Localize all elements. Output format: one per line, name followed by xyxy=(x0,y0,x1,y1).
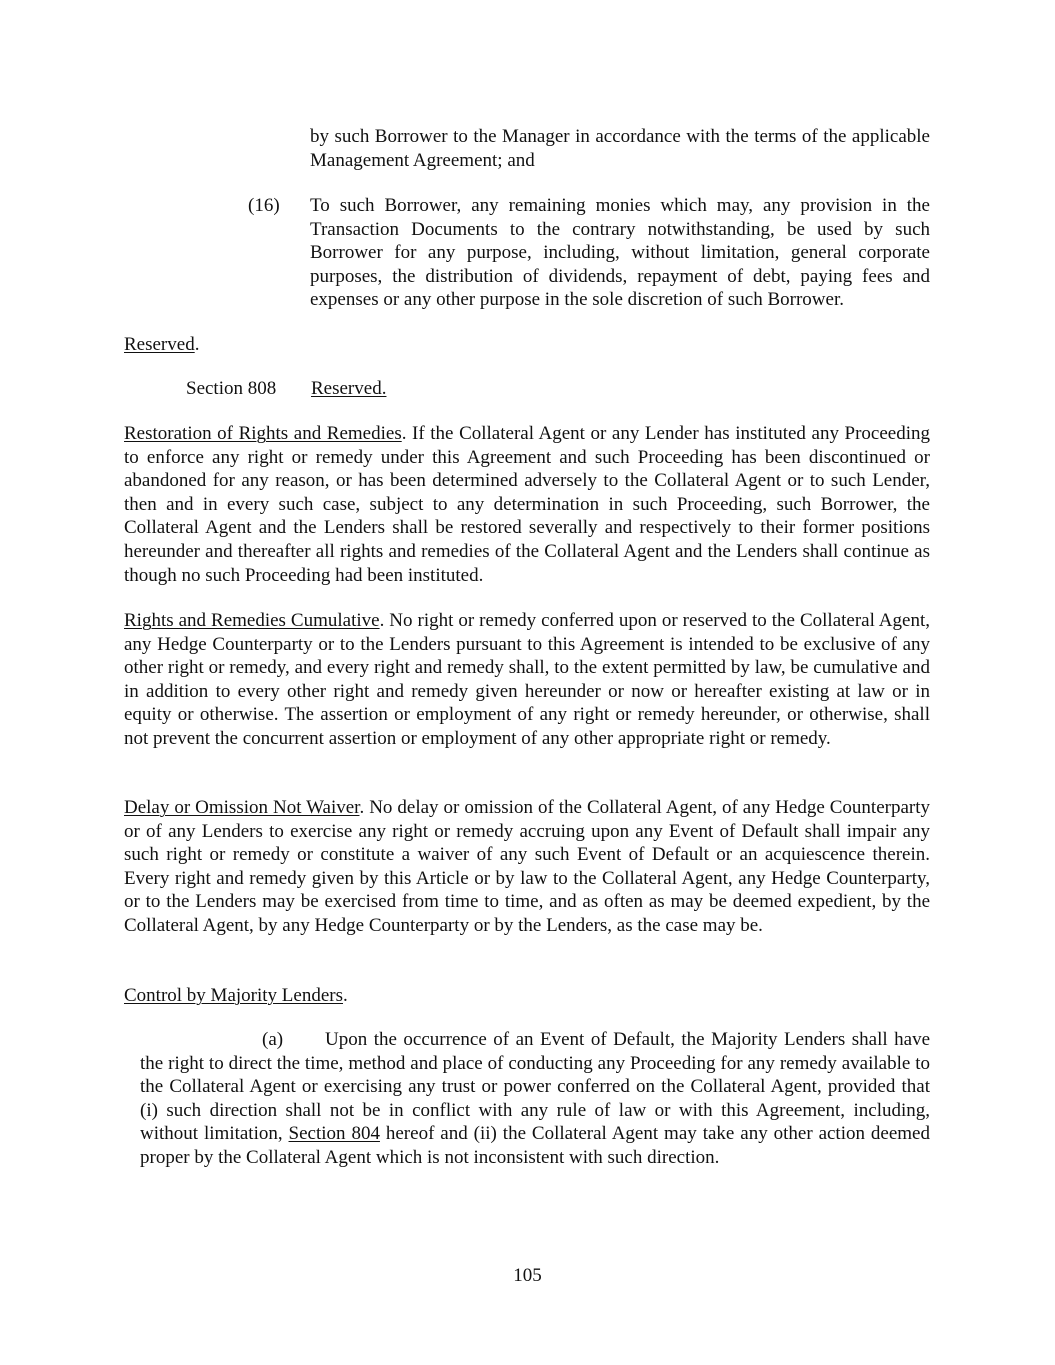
reserved-heading xyxy=(124,333,424,357)
section-808-label: Section 808 xyxy=(186,378,277,399)
item-16-number: (16) xyxy=(248,195,280,216)
delay-paragraph xyxy=(124,796,930,938)
item-16-paragraph xyxy=(310,194,930,312)
cumulative-paragraph xyxy=(124,609,930,751)
section-804-reference: Section 804 xyxy=(288,1123,380,1145)
reserved-heading-title: Reserved xyxy=(124,334,195,355)
section-808-title: Reserved. xyxy=(311,378,387,399)
cumulative-text: . No right or remedy conferred upon or reserved to the Collateral Agent, any Hedge Counterparty or to the Lenders pursuant to this Agreement is intended to be exclusive of any other right or remedy, and every right and remedy shall, to the extent permitted by law, be cumulative and in addition to every other right and remedy given hereunder or now or hereafter existing at law or in equity or otherwise. The assertion or employment of any right or remedy hereunder, or otherwise, shall not prevent the concurrent assertion or employment of any other appropriate right or remedy. xyxy=(124,610,930,749)
control-heading xyxy=(124,984,524,1008)
continuation-paragraph xyxy=(310,125,930,172)
cumulative-heading: Rights and Remedies Cumulative xyxy=(124,610,380,631)
page-number: 105 xyxy=(513,1265,542,1286)
continuation-text: by such Borrower to the Manager in accordance with the terms of the applicable Management Agreement; and xyxy=(310,126,930,171)
delay-text: . No delay or omission of the Collateral Agent, of any Hedge Counterparty or of any Lenders to exercise any right or remedy accruing upon any Event of Default shall impair any such right or remedy or constitute a waiver of any such Event of Default or an acquiescence therein. Every right and remedy given by this Article or by law to the Collateral Agent, any Hedge Counterparty, or to the Lenders may be exercised from time to time, and as often as may be deemed expedient, by the Collateral Agent, by any Hedge Counterparty or by the Lenders, as the case may be. xyxy=(124,797,931,936)
control-heading-punct: . xyxy=(343,985,348,1006)
restoration-heading: Restoration of Rights and Remedies xyxy=(124,423,402,444)
paragraph-a xyxy=(140,1028,930,1170)
restoration-paragraph xyxy=(124,422,930,587)
delay-heading: Delay or Omission Not Waiver xyxy=(124,797,360,818)
control-heading-title: Control by Majority Lenders xyxy=(124,985,343,1006)
paragraph-a-text-after: hereof and (ii) the Collateral Agent may take any other action deemed proper by the Collateral Agent which is not inconsistent with such direction. xyxy=(140,1123,930,1168)
item-16-text: To such Borrower, any remaining monies which may, any provision in the Transaction Documents to the contrary notwithstanding, be used by such Borrower for any purpose, including, without limitation, general corporate purposes, the distribution of dividends, repayment of debt, paying fees and expenses or any other purpose in the sole discretion of such Borrower. xyxy=(310,195,930,311)
paragraph-a-number: (a) xyxy=(262,1029,284,1050)
paragraph-a-text-before: Upon the occurrence of an Event of Default, the Majority Lenders shall have the right to direct the time, method and place of conducting any Proceeding for any remedy available to the Collateral Agent or exercising any trust or power conferred on the Collateral Agent, provided that (i) such direction shall not be in conflict with any rule of law or with this Agreement, including, without limitation, xyxy=(140,1029,930,1145)
restoration-text: . If the Collateral Agent or any Lender has instituted any Proceeding to enforce any right or remedy under this Agreement and such Proceeding has been discontinued or abandoned for any reason, or has been determined adversely to the Collateral Agent or to such Lender, then and in every such case, subject to any determination in such Proceeding, such Borrower, the Collateral Agent and the Lenders shall be restored severally and respectively to their former positions hereunder and thereafter all rights and remedies of the Collateral Agent and the Lenders shall continue as though no such Proceeding had been instituted. xyxy=(124,423,930,586)
reserved-heading-punct: . xyxy=(194,334,200,355)
